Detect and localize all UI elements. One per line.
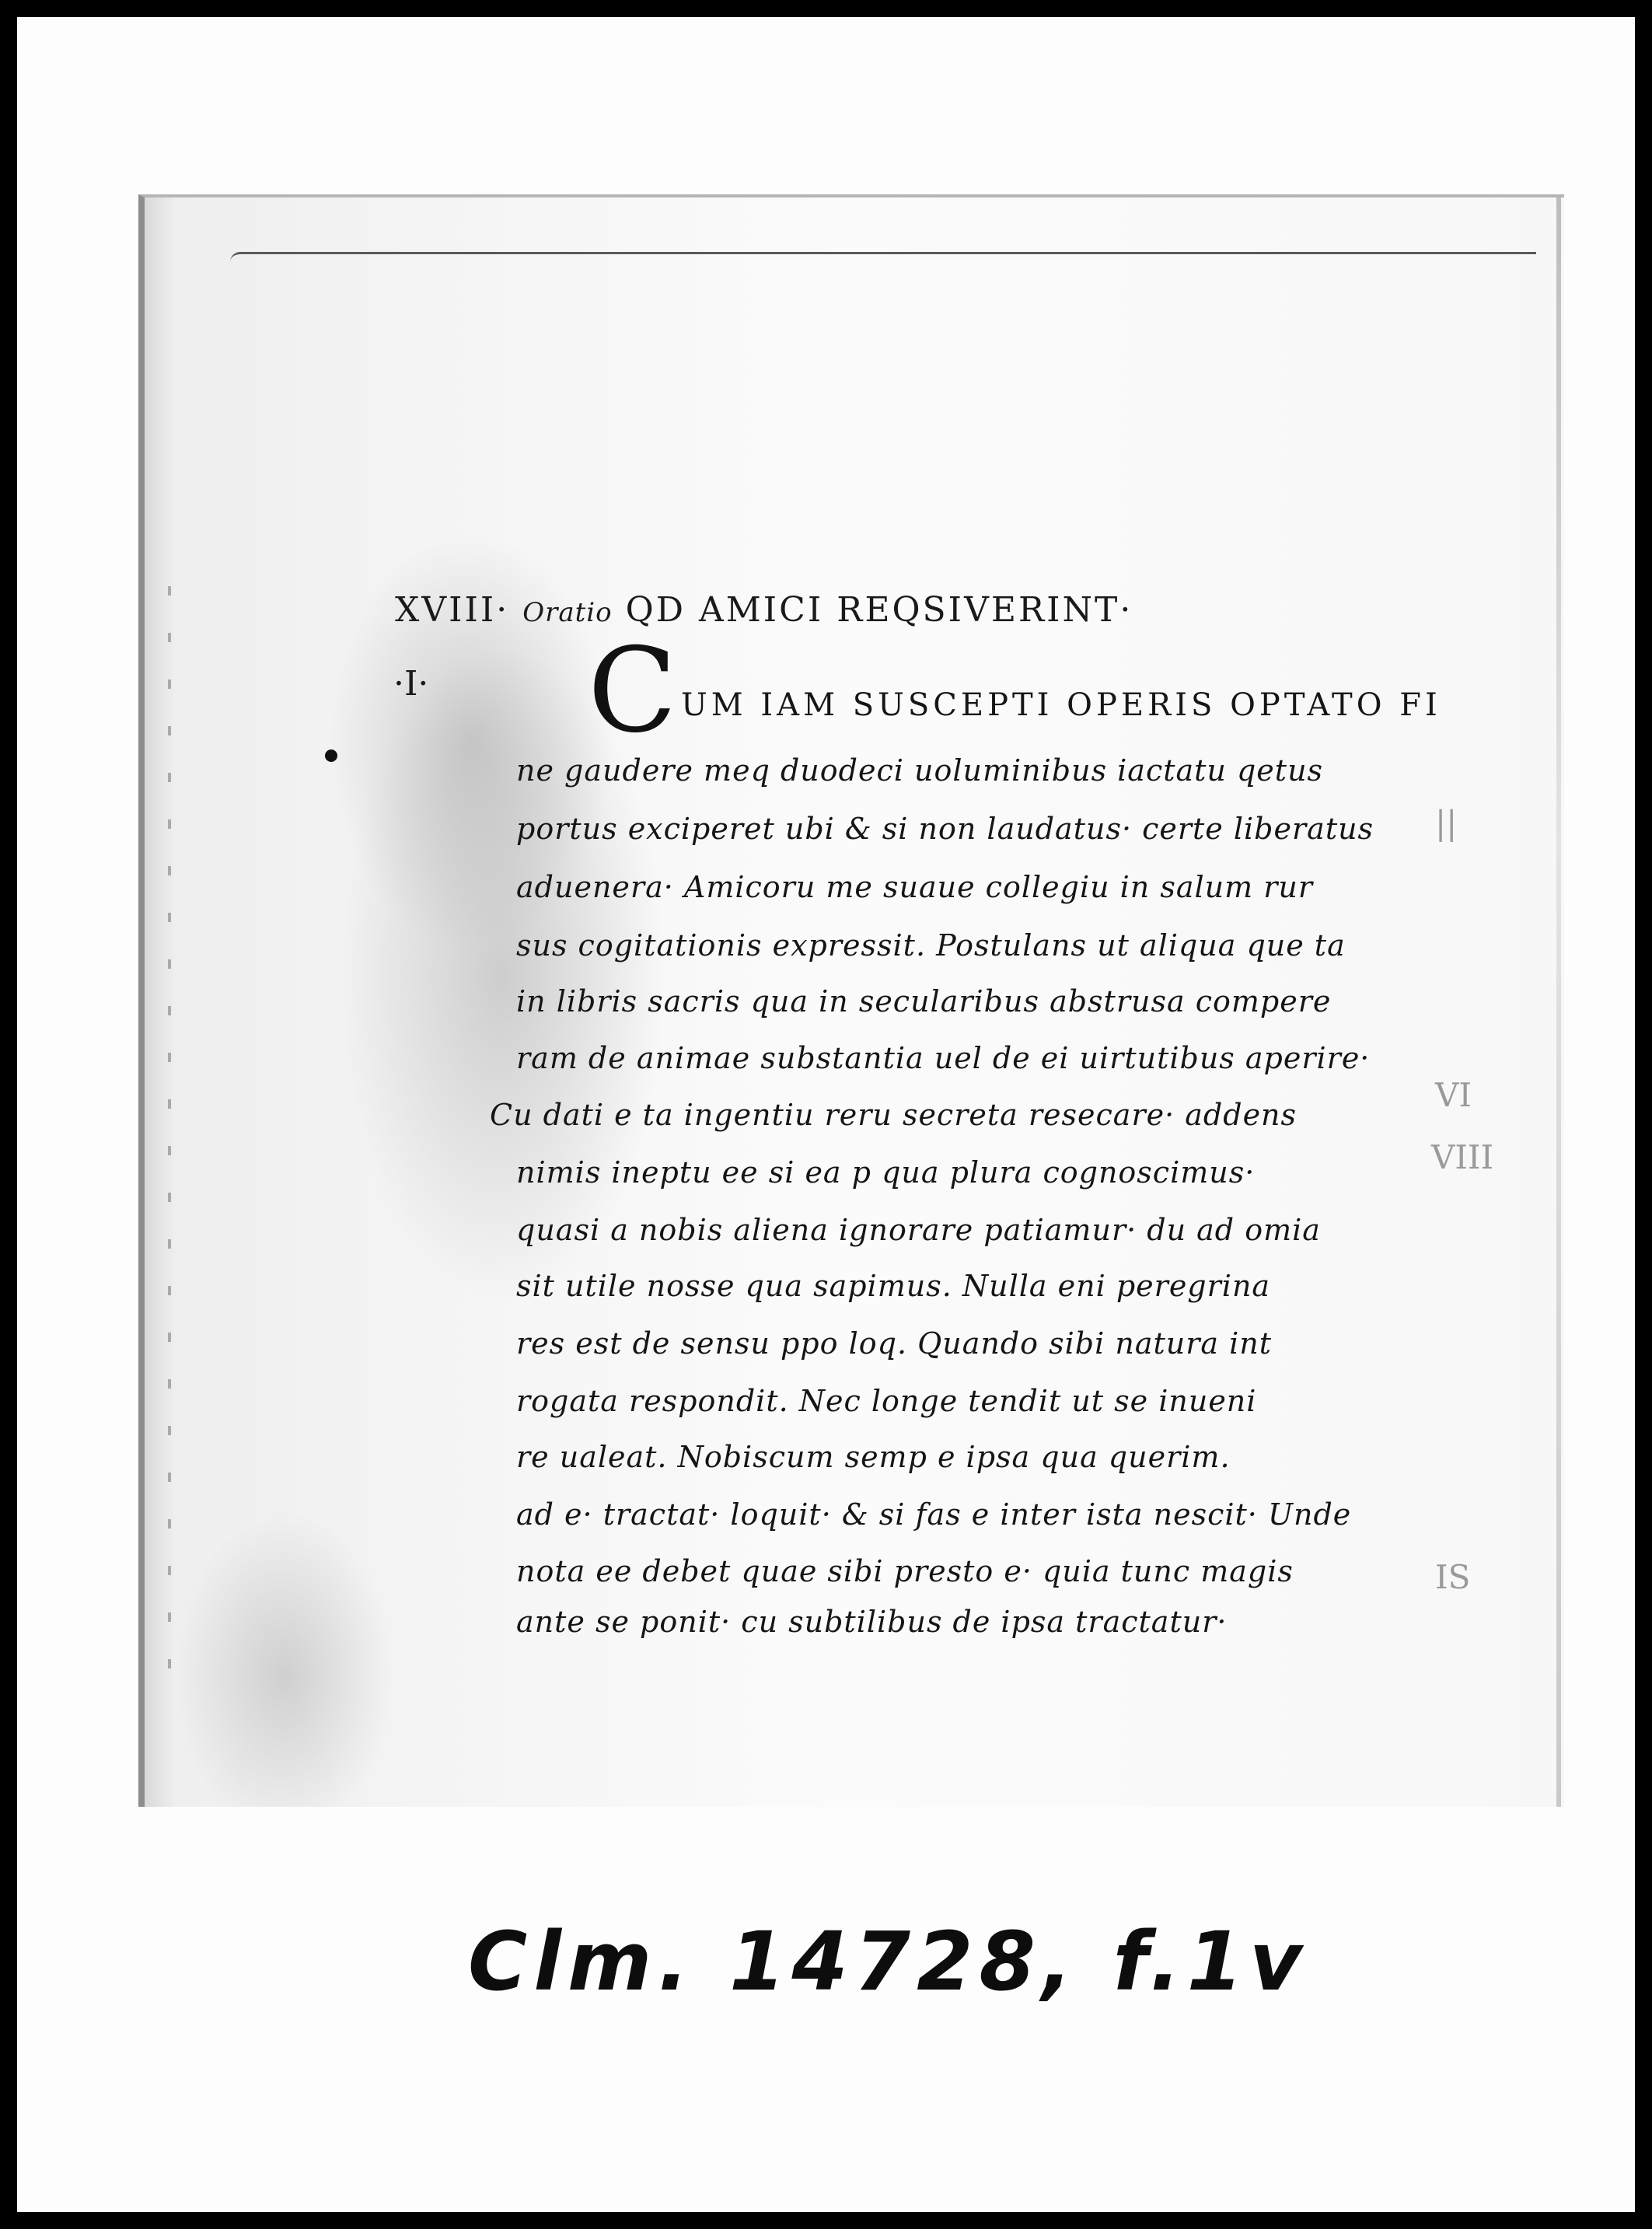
text-line: nota ee debet quae sibi presto e· quia tunc magis (516, 1554, 1294, 1588)
text-line: res est de sensu ppo loq. Quando sibi natura int (516, 1326, 1273, 1361)
text-line: Cu dati e ta ingentiu reru secreta resecare· addens (490, 1098, 1298, 1132)
text-line: ne gaudere meq duodeci uoluminibus iactatu qetus (516, 753, 1324, 788)
show-through-mark: VI (1435, 1076, 1472, 1114)
text-line: sit utile nosse qua sapimus. Nulla eni peregrina (516, 1269, 1271, 1303)
photo-frame (17, 17, 1635, 2212)
show-through-mark: || (1435, 804, 1458, 842)
text-line: aduenera· Amicoru me suaue collegiu in salum rur (516, 870, 1314, 904)
rubric-word: Oratio (522, 597, 613, 628)
show-through-mark: IS (1435, 1558, 1471, 1596)
text-line: rogata respondit. Nec longe tendit ut se inueni (516, 1384, 1257, 1418)
text-line: ram de animae substantia uel de ei uirtutibus aperire· (516, 1041, 1371, 1075)
shelfmark-caption: Clm. 14728, f.1v (468, 1914, 1308, 2009)
manuscript-leaf (138, 194, 1564, 1807)
text-line: portus exciperet ubi & si non laudatus· certe liberatus (516, 812, 1374, 846)
text-line: nimis ineptu ee si ea p qua plura cognoscimus· (516, 1155, 1256, 1190)
rubric-title: QD AMICI REQSIVERINT· (625, 590, 1133, 630)
text-line: sus cogitationis expressit. Postulans ut aliqua que ta (516, 928, 1346, 963)
text-line: in libris sacris qua in secularibus abstrusa compere (516, 984, 1332, 1018)
text-line: ante se ponit· cu subtilibus de ipsa tractatur· (516, 1605, 1228, 1639)
text-block (145, 197, 1564, 1807)
show-through-mark: VIII (1431, 1138, 1494, 1176)
text-line: re ualeat. Nobiscum semp e ipsa qua querim. (516, 1440, 1231, 1474)
text-line: ad e· tractat· loquit· & si fas e inter ista nescit· Unde (516, 1497, 1352, 1532)
chapter-marker: ·I· (393, 664, 429, 704)
text-line: quasi a nobis aliena ignorare patiamur· du ad omia (516, 1213, 1321, 1247)
first-line: UM IAM SUSCEPTI OPERIS OPTATO FI (681, 687, 1441, 723)
rubric-number: XVIII· (395, 590, 510, 630)
decorated-initial: C (588, 624, 677, 759)
rubric (395, 590, 1133, 630)
